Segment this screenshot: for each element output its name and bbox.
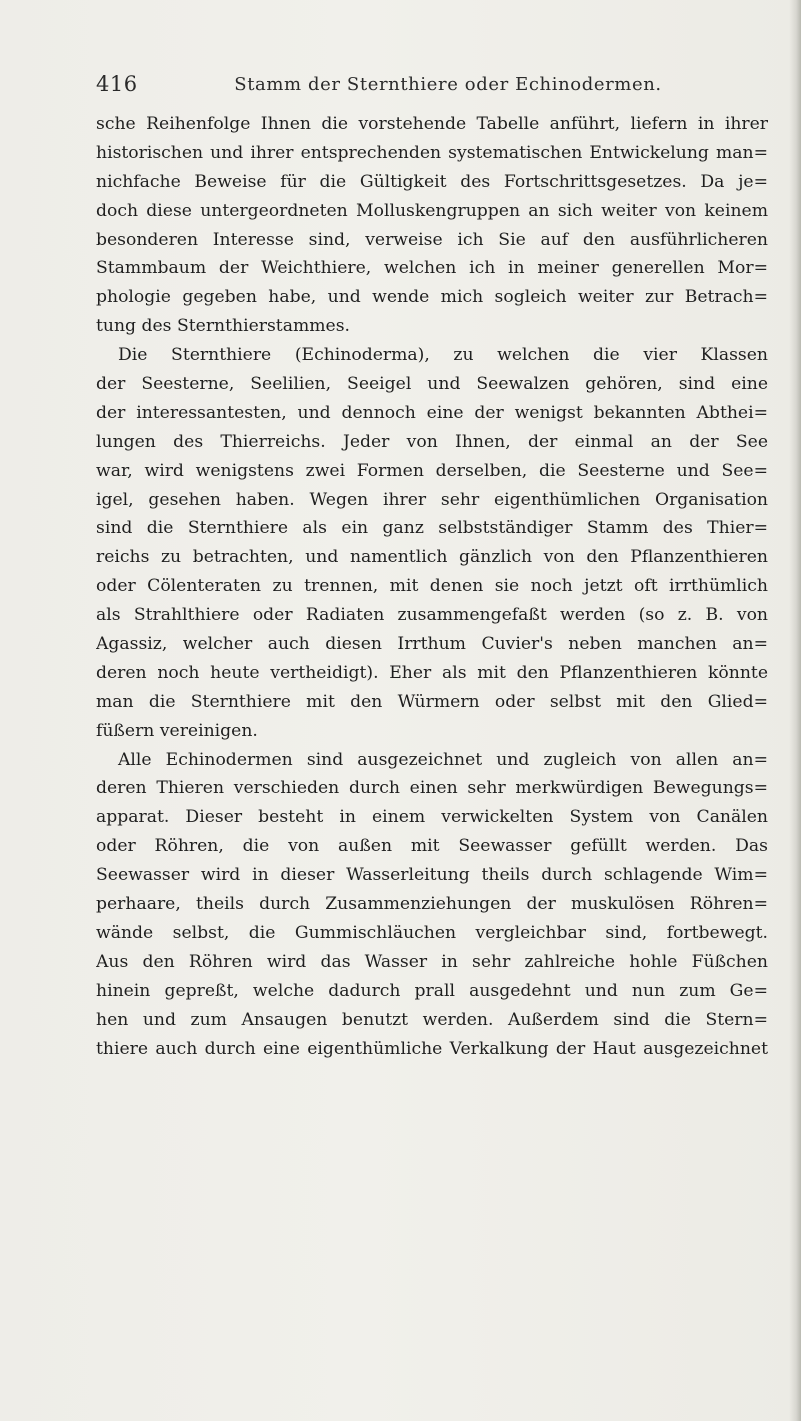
- text-line: Die Sternthiere (Echinoderma), zu welchen die vier Klassen: [118, 345, 768, 366]
- text-line: oder Röhren, die von außen mit Seewasser gefüllt werden. Das: [96, 836, 768, 857]
- text-line: nichfache Beweise für die Gültigkeit des Fortschrittsgesetzes. Da je=: [96, 171, 768, 192]
- text-line: oder Cölenteraten zu trennen, mit denen sie noch jetzt oft irrthümlich: [96, 576, 768, 597]
- text-line: reichs zu betrachten, und namentlich gänzlich von den Pflanzenthieren: [96, 547, 768, 568]
- text-line: lungen des Thierreichs. Jeder von Ihnen, der einmal an der See: [96, 431, 768, 452]
- text-line: hen und zum Ansaugen benutzt werden. Außerdem sind die Stern=: [96, 1009, 768, 1030]
- text-line: sind die Sternthiere als ein ganz selbstständiger Stamm des Thier=: [96, 518, 768, 539]
- text-line: phologie gegeben habe, und wende mich sogleich weiter zur Betrach=: [96, 287, 768, 308]
- text-line: füßern vereinigen.: [96, 720, 258, 741]
- text-line: besonderen Interesse sind, verweise ich Sie auf den ausführlicheren: [96, 229, 768, 250]
- text-line: Alle Echinodermen sind ausgezeichnet und zugleich von allen an=: [118, 749, 768, 770]
- text-line: hinein gepreßt, welche dadurch prall ausgedehnt und nun zum Ge=: [96, 980, 768, 1001]
- text-line: thiere auch durch eine eigenthümliche Verkalkung der Haut ausgezeichnet: [96, 1038, 768, 1059]
- body-text: [96, 110, 768, 1063]
- text-line: historischen und ihrer entsprechenden systematischen Entwickelung man=: [96, 142, 768, 163]
- text-line: als Strahlthiere oder Radiaten zusammengefaßt werden (so z. B. von: [96, 605, 768, 626]
- text-line: Stammbaum der Weichthiere, welchen ich in meiner generellen Mor=: [96, 258, 768, 279]
- running-head: Stamm der Sternthiere oder Echinodermen.: [234, 74, 662, 95]
- text-line: tung des Sternthierstammes.: [96, 316, 350, 337]
- text-line: igel, gesehen haben. Wegen ihrer sehr eigenthümlichen Organisation: [96, 489, 768, 510]
- page-number: 416: [96, 72, 138, 96]
- text-line: der Seesterne, Seelilien, Seeigel und Seewalzen gehören, sind eine: [96, 374, 768, 395]
- text-line: deren Thieren verschieden durch einen sehr merkwürdigen Bewegungs=: [96, 778, 768, 799]
- text-line: wände selbst, die Gummischläuchen vergleichbar sind, fortbewegt.: [96, 922, 768, 943]
- page-edge-shadow: [789, 0, 801, 1421]
- text-line: Agassiz, welcher auch diesen Irrthum Cuvier's neben manchen an=: [96, 634, 768, 655]
- text-line: war, wird wenigstens zwei Formen derselben, die Seesterne und See=: [96, 460, 768, 481]
- text-line: man die Sternthiere mit den Würmern oder selbst mit den Glied=: [96, 691, 768, 712]
- text-line: perhaare, theils durch Zusammenziehungen der muskulösen Röhren=: [96, 894, 768, 915]
- text-line: apparat. Dieser besteht in einem verwickelten System von Canälen: [96, 807, 768, 828]
- text-line: der interessantesten, und dennoch eine der wenigst bekannten Abthei=: [96, 402, 768, 423]
- text-line: doch diese untergeordneten Molluskengruppen an sich weiter von keinem: [96, 200, 768, 221]
- page-header: [96, 72, 736, 104]
- text-line: Aus den Röhren wird das Wasser in sehr zahlreiche hohle Füßchen: [96, 951, 768, 972]
- text-line: Seewasser wird in dieser Wasserleitung theils durch schlagende Wim=: [96, 865, 768, 886]
- text-line: deren noch heute vertheidigt). Eher als mit den Pflanzenthieren könnte: [96, 662, 768, 683]
- text-line: sche Reihenfolge Ihnen die vorstehende Tabelle anführt, liefern in ihrer: [96, 114, 768, 134]
